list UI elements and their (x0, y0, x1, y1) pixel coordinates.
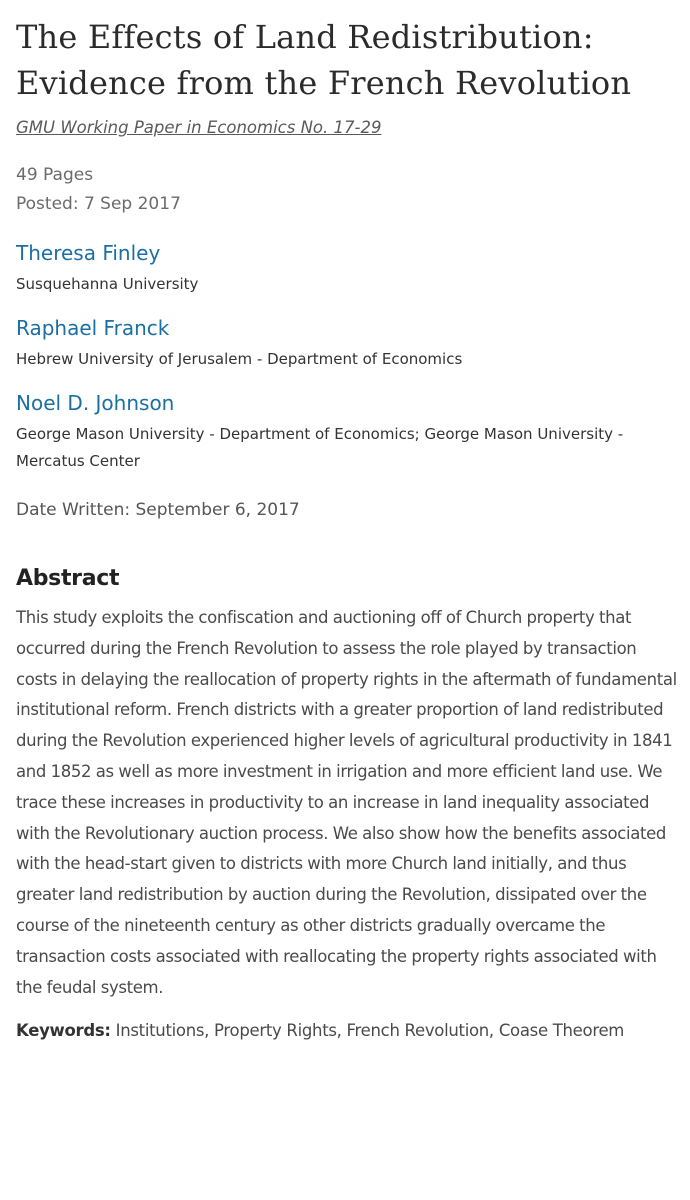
keywords-label: Keywords: (16, 1021, 111, 1041)
author-name-link[interactable]: Noel D. Johnson (16, 391, 175, 415)
author-block (16, 239, 680, 298)
series-link[interactable]: GMU Working Paper in Economics No. 17-29 (16, 118, 382, 137)
paper-meta (16, 161, 680, 219)
author-name-link[interactable]: Raphael Franck (16, 316, 170, 340)
abstract-text: This study exploits the confiscation and auctioning off of Church property that occurred during the French Revolution to assess the role played by transaction costs in delaying the reallocation of property rights in the aftermath of fundamental institutional reform. French districts with a greater proportion of land redistributed during the Revolution experienced higher levels of agricultural productivity in 1841 and 1852 as well as more investment in irrigation and more efficient land use. We trace these increases in productivity to an increase in land inequality associated with the Revolutionary auction process. We also show how the benefits associated with the head-start given to districts with more Church land initially, and thus greater land redistribution by auction during the Revolution, dissipated over the course of the nineteenth century as other districts gradually overcame the transaction costs associated with reallocating the property rights associated with the feudal system. (16, 608, 677, 997)
paper-title-line-1: The Effects of Land Redistribution: (16, 18, 594, 56)
page-count: 49 Pages (16, 165, 94, 185)
paper-title-line-2: Evidence from the French Revolution (16, 64, 632, 102)
paper-title (16, 14, 680, 106)
abstract-heading: Abstract (16, 566, 120, 591)
author-block (16, 389, 680, 475)
author-name-link[interactable]: Theresa Finley (16, 241, 161, 265)
date-written: Date Written: September 6, 2017 (16, 500, 300, 520)
paper-page (16, 14, 680, 1045)
keywords-value: Institutions, Property Rights, French Revolution, Coase Theorem (115, 1021, 625, 1041)
author-affiliation: Susquehanna University (16, 275, 199, 293)
author-block (16, 314, 680, 373)
author-affiliation: George Mason University - Department of Economics; George Mason University - Mercatus Center (16, 425, 624, 470)
keywords (16, 1017, 680, 1045)
author-affiliation: Hebrew University of Jerusalem - Department of Economics (16, 350, 463, 368)
posted-date: Posted: 7 Sep 2017 (16, 194, 181, 214)
